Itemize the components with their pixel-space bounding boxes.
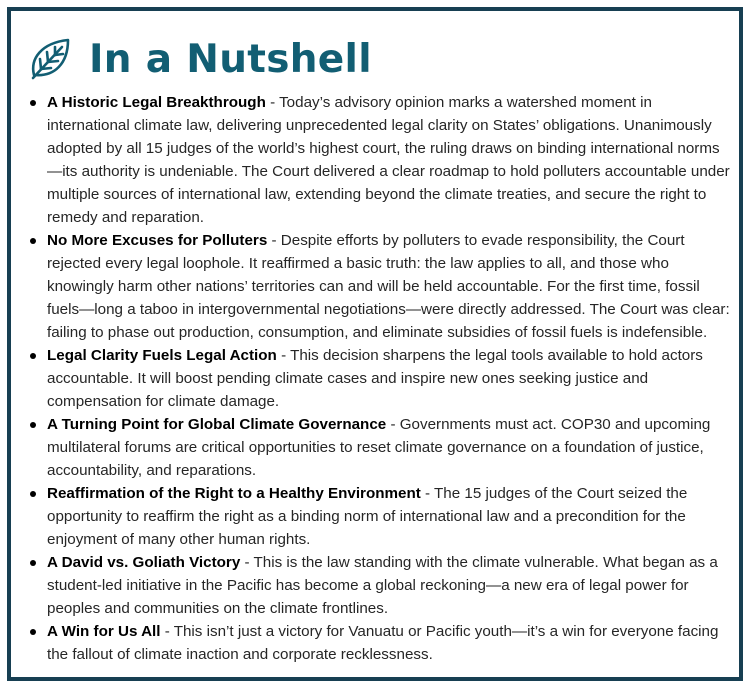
bullet-list [26, 91, 733, 666]
leaf-icon [25, 34, 75, 84]
list-item [26, 229, 733, 344]
bullet-text: - Today’s advisory opinion marks a watershed moment in international climate law, delivering unprecedented legal clarity on States’ obligations. Unanimously adopted by all 15 judges of the world’s highest court, the ruling draws on binding international norms—its authority is undeniable. The Court delivered a clear roadmap to hold polluters accountable under multiple sources of international law, extending beyond the climate treaties, and secure the right to remedy and reparation. [47, 94, 730, 226]
list-item [26, 620, 733, 666]
bullet-text: - This isn’t just a victory for Vanuatu or Pacific youth—it’s a win for everyone facing the fallout of climate inaction and corporate recklessness. [47, 623, 719, 663]
page-title: In a Nutshell [89, 36, 372, 82]
bullet-heading: A Turning Point for Global Climate Governance [47, 416, 387, 433]
bullet-text: - This decision sharpens the legal tools available to hold actors accountable. It will boost pending climate cases and inspire new ones seeking justice and compensation for climate damage. [47, 347, 703, 410]
list-item [26, 344, 733, 413]
list-item [26, 482, 733, 551]
bullet-text: - Governments must act. COP30 and upcoming multilateral forums are critical opportunities to reset climate governance on a foundation of justice, accountability, and reparations. [47, 416, 711, 479]
header [25, 31, 372, 87]
bullet-heading: Legal Clarity Fuels Legal Action [47, 347, 277, 364]
bullet-heading: A David vs. Goliath Victory [47, 554, 241, 571]
bullet-heading: Reaffirmation of the Right to a Healthy Environment [47, 485, 421, 502]
bullet-text: - Despite efforts by polluters to evade responsibility, the Court rejected every legal loophole. It reaffirmed a basic truth: the law applies to all, and those who knowingly harm other nations’ territories can and will be held accountable. For the first time, fossil fuels—long a taboo in intergovernmental negotiations—were directly addressed. The Court was clear: failing to phase out production, consumption, and eliminate subsidies of fossil fuels is indefensible. [47, 232, 730, 341]
bullet-heading: A Historic Legal Breakthrough [47, 94, 266, 111]
bullet-text: - This is the law standing with the climate vulnerable. What began as a student-led initiative in the Pacific has become a global reckoning—a new era of legal power for peoples and communities on the climate frontlines. [47, 554, 718, 617]
list-item [26, 551, 733, 620]
list-item [26, 91, 733, 229]
list-item [26, 413, 733, 482]
nutshell-box [7, 7, 743, 681]
bullet-heading: A Win for Us All [47, 623, 161, 640]
bullet-text: - The 15 judges of the Court seized the opportunity to reaffirm the right as a binding norm of international law and a precondition for the enjoyment of many other human rights. [47, 485, 688, 548]
bullet-heading: No More Excuses for Polluters [47, 232, 268, 249]
